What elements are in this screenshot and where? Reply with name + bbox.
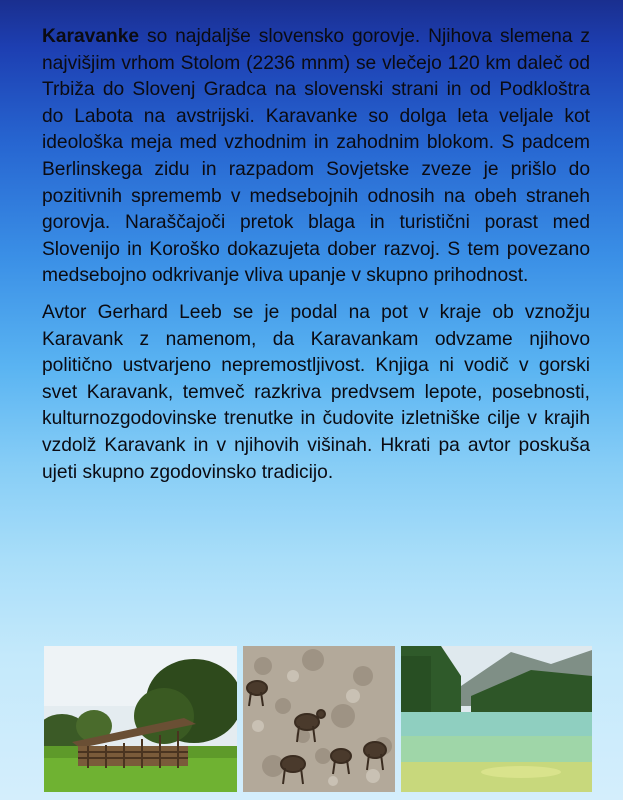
chamois-photo [243, 646, 395, 792]
hayrack-photo [44, 646, 237, 792]
lake-photo [401, 646, 592, 792]
author-paragraph: Avtor Gerhard Leeb se je podal na pot v kraje ob vznožju Karavank z namenom, da Karavankam odvzame njihovo politično ustvarjeno nepremostljivost. Knjiga ni vodič v gorski svet Karavank, temveč razkriva predvsem lepote, posebnosti, kulturnozgodovinske trenutke in čudovite izletniške cilje v krajih vzdolž Karavank in v njihovih višinah. Hkrati pa avtor poskuša ujeti skupno zgodovinsko tradicijo. [42, 301, 590, 483]
intro-text: so najdaljše slovensko gorovje. Njihova slemena z najvišjim vrhom Stolom (2236 mnm) se vlečejo 120 km daleč od Trbiža do Slovenj Gradca na slovenski strani in od Podkloštra do Labota na avstrijski. Karavanke so dolga leta veljale kot ideološka meja med vzhodnim in zahodnim blokom. S padcem Berlinskega zidu in razpadom Sovjetske zveze je prišlo do pozitivnih sprememb v medsebojnih odnosih na obeh straneh gorovja. Naraščajoči pretok blaga in turistični porast med Slovenijo in Koroško dokazujeta dober razvoj. S tem povezano medsebojno odkrivanje vliva upanje v skupno prihodnost. [42, 26, 590, 287]
back-cover-text [42, 24, 590, 486]
intro-paragraph [42, 24, 590, 290]
title-word: Karavanke [42, 26, 140, 47]
photo-strip [44, 646, 592, 792]
